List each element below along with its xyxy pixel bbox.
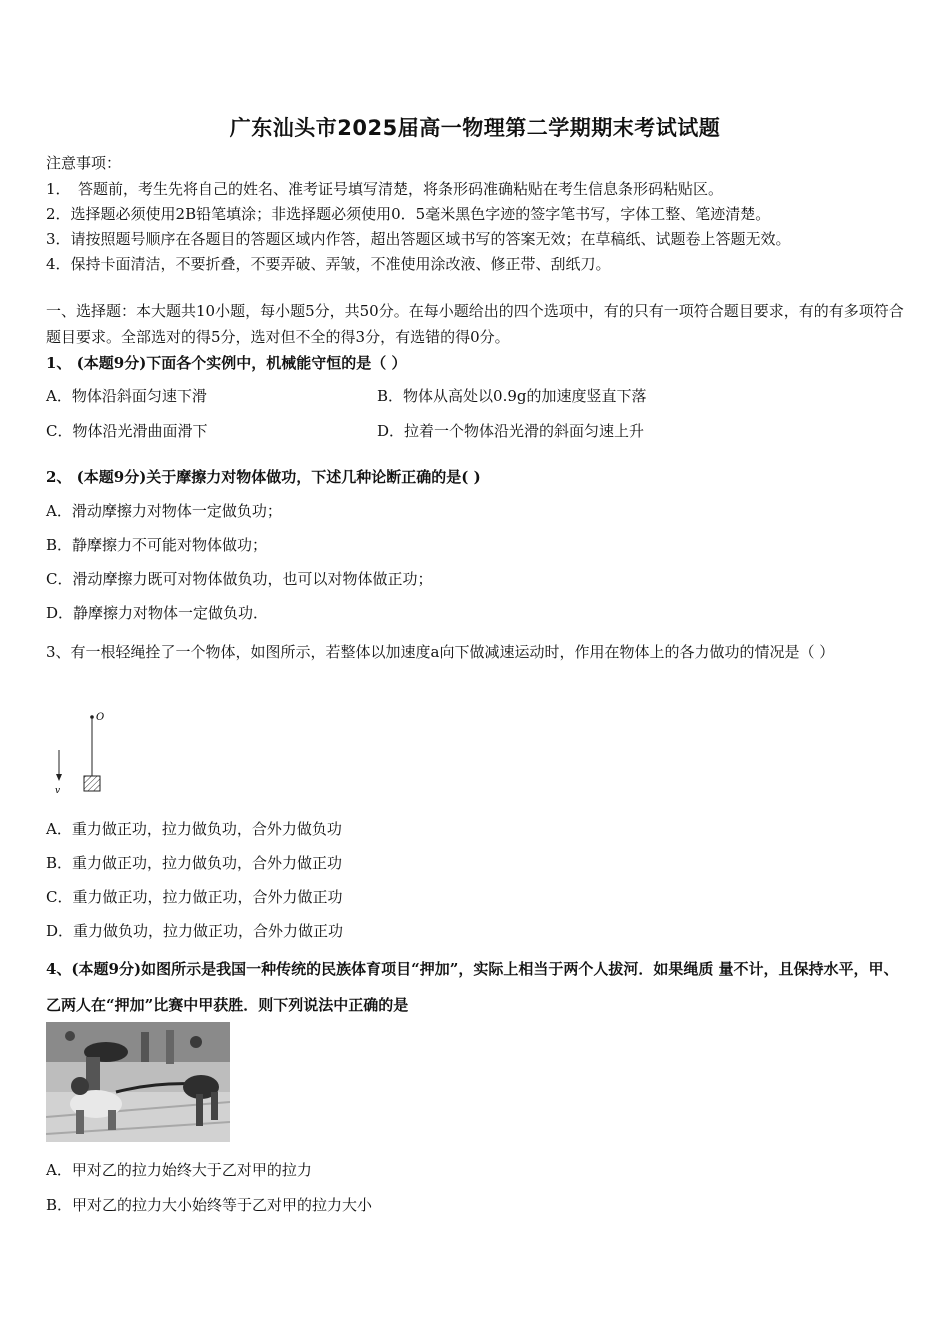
- label-v: v: [55, 786, 61, 796]
- question-3-option-d: D．重力做负功，拉力做正功，合外力做正功: [46, 922, 344, 940]
- question-4-stem: 4、(本题9分)如图所示是我国一种传统的民族体育项目“押加”，实际上相当于两个人拔河．如果绳质 量不计，且保持水平，甲、乙两人在“押加”比赛中甲获胜．则下列说法中正确的是: [46, 960, 899, 1014]
- question-1-option-c: C．物体沿光滑曲面滑下: [46, 422, 208, 440]
- question-2-option-c: C．滑动摩擦力既可对物体做负功，也可以对物体做正功；: [46, 570, 433, 588]
- section-intro: 一、选择题：本大题共10小题，每小题5分，共50分。在每小题给出的四个选项中，有的只有一项符合题目要求，有的有多项符合题目要求。全部选对的得5分，选对但不全的得3分，有选错的得0分。: [46, 302, 904, 346]
- question-1-option-d: D．拉着一个物体沿光滑的斜面匀速上升: [377, 422, 645, 440]
- label-o: O: [96, 712, 105, 723]
- question-2-option-b: B．静摩擦力不可能对物体做功；: [46, 536, 268, 554]
- notice-header: 注意事项：: [46, 154, 122, 172]
- notice-item: 4．保持卡面清洁，不要折叠，不要弄破、弄皱，不准使用涂改液、修正带、刮纸刀。: [46, 255, 611, 273]
- notice-item: 3．请按照题号顺序在各题目的答题区域内作答，超出答题区域书写的答案无效；在草稿纸、试题卷上答题无效。: [46, 230, 791, 248]
- question-1-option-a: A．物体沿斜面匀速下滑: [46, 387, 207, 405]
- question-2-option-d: D．静摩擦力对物体一定做负功．: [46, 604, 269, 622]
- question-1-option-b: B．物体从高处以0.9g的加速度竖直下落: [377, 387, 647, 405]
- yajia-photo: [46, 1022, 230, 1142]
- page-title: 广东汕头市2025届高一物理第二学期期末考试试题: [229, 116, 721, 140]
- question-2-stem: 2、 (本题9分)关于摩擦力对物体做功，下述几种论断正确的是( ): [46, 468, 481, 486]
- question-4-option-a: A．甲对乙的拉力始终大于乙对甲的拉力: [46, 1161, 312, 1179]
- question-3-option-c: C．重力做正功，拉力做正功，合外力做正功: [46, 888, 343, 906]
- question-2-option-a: A．滑动摩擦力对物体一定做负功；: [46, 502, 282, 520]
- question-3-stem: 3、有一根轻绳拴了一个物体，如图所示，若整体以加速度a向下做减速运动时，作用在物体上的各力做功的情况是（ ）: [46, 643, 835, 661]
- notice-item: 1． 答题前，考生先将自己的姓名、准考证号填写清楚，将条形码准确粘贴在考生信息条形码粘贴区。: [46, 180, 724, 198]
- question-1-stem: 1、 (本题9分)下面各个实例中，机械能守恒的是（ ）: [46, 354, 407, 372]
- question-3-option-b: B．重力做正功，拉力做负功，合外力做正功: [46, 854, 343, 872]
- question-3-option-a: A．重力做正功，拉力做负功，合外力做负功: [46, 820, 342, 838]
- rope-figure: [46, 708, 126, 798]
- velocity-arrowhead-icon: [56, 774, 62, 781]
- notice-item: 2．选择题必须使用2B铅笔填涂；非选择题必须使用0．5毫米黑色字迹的签字笔书写，字体工整、笔迹清楚。: [46, 205, 771, 223]
- hanging-block: [84, 776, 100, 791]
- question-4-option-b: B．甲对乙的拉力大小始终等于乙对甲的拉力大小: [46, 1196, 373, 1214]
